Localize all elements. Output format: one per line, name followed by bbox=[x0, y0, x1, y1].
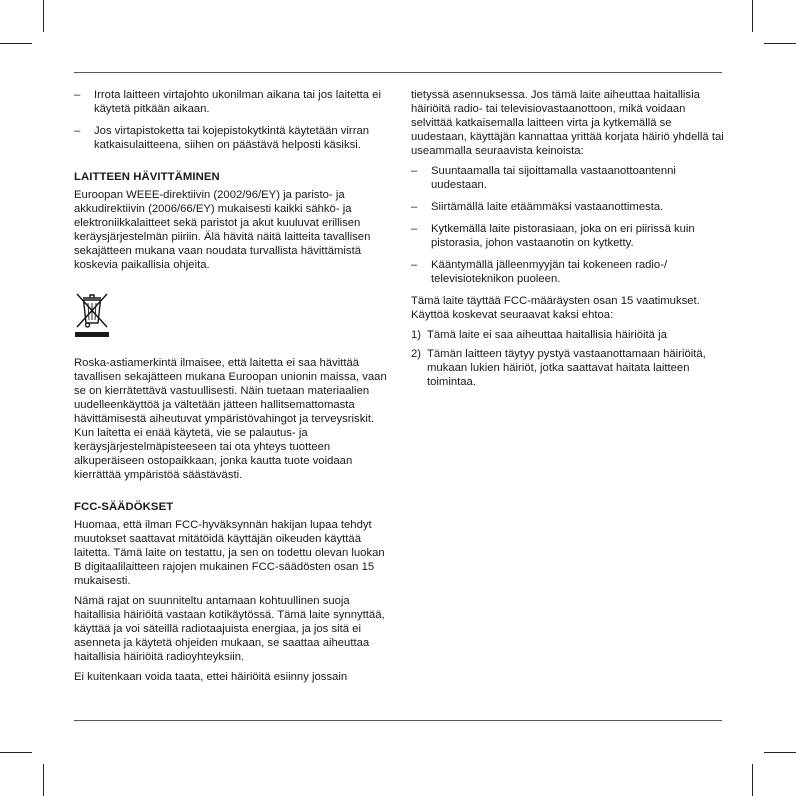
crop-mark-bottom-left-horizontal bbox=[0, 752, 32, 753]
item-number: 1) bbox=[411, 329, 422, 341]
fcc-paragraph: Nämä rajat on suunniteltu antamaan kohtuullinen suoja haitallisia häiriöitä vastaan kotikäytössä. Tämä laite synnyttää, käyttää ja voi säteillä radiotaajuista energiaa, ja jos sitä ei asenneta ja käytetä ohjeiden mukaan, se saattaa aiheuttaa haitallisia häiriöitä radioyhteyksiin. bbox=[74, 595, 385, 663]
numbered-item-text: Tämä laite ei saa aiheuttaa haitallisia häiriöitä ja bbox=[427, 329, 667, 341]
fcc-heading: FCC-SÄÄDÖKSET bbox=[74, 501, 174, 513]
dash-bullet: – bbox=[74, 125, 81, 137]
numbered-item-text: Tämän laitteen täytyy pystyä vastaanottamaan häiriöitä, mukaan lukien häiriöt, jotka saattavat haitata laitteen toimintaa. bbox=[427, 348, 706, 388]
dash-bullet: – bbox=[411, 223, 418, 235]
dash-bullet: – bbox=[74, 89, 81, 101]
right-column bbox=[411, 88, 726, 394]
crop-mark-bottom-right-horizontal bbox=[764, 752, 796, 753]
dash-bullet: – bbox=[411, 201, 418, 213]
list-item-text: Siirtämällä laite etäämmäksi vastaanottimesta. bbox=[431, 201, 664, 213]
dash-bullet: – bbox=[411, 165, 418, 177]
list-item bbox=[411, 222, 726, 250]
bottom-rule bbox=[74, 720, 722, 721]
crop-mark-bottom-right-vertical bbox=[752, 764, 753, 796]
crossed-out-wheelie-bin-icon bbox=[74, 290, 110, 338]
list-item-text: Kytkemällä laite pistorasiaan, joka on eri piirissä kuin pistorasia, johon vastaanotin on kytketty. bbox=[431, 223, 695, 249]
list-item-text: Kääntymällä jälleenmyyjän tai kokeneen radio-/ televisioteknikon puoleen. bbox=[431, 259, 668, 285]
interference-paragraph: tietyssä asennuksessa. Jos tämä laite aiheuttaa haitallisia häiriöitä radio- tai televisiovastaanottoon, mikä voidaan selvittää katkaisemalla laitteen virta ja kytkemällä se uudestaan, käyttäjän kannattaa yrittää korjata häiriö yhdellä tai useammalla seuraavista keinoista: bbox=[411, 89, 724, 157]
top-rule bbox=[74, 72, 722, 73]
disposal-heading: LAITTEEN HÄVITTÄMINEN bbox=[74, 171, 220, 183]
compliance-paragraph: Tämä laite täyttää FCC-määräysten osan 15 vaatimukset. Käyttöä koskevat seuraavat kaksi ehtoa: bbox=[411, 295, 700, 321]
list-item bbox=[74, 88, 392, 116]
crop-mark-top-right-vertical bbox=[752, 0, 753, 32]
fcc-paragraph: Huomaa, että ilman FCC-hyväksynnän hakijan lupaa tehdyt muutokset saattavat mitätöidä käyttäjän oikeuden käyttää laitetta. Tämä laite on testattu, ja sen on todettu olevan luokan B digitaalilaitteen rajojen mukainen FCC-säädösten osan 15 mukaisesti. bbox=[74, 519, 385, 587]
numbered-item bbox=[411, 347, 726, 389]
list-item bbox=[74, 124, 392, 152]
bin-paragraph: Roska-astiamerkintä ilmaisee, että laitetta ei saa hävittää tavallisen sekajätteen mukana Euroopan unionin maissa, vaan se on kierrätettävä vastuullisesti. Näin tuetaan materiaalien uudelleenkäyttöä ja vältetään jätteen hallitsemattomasta hävittämisestä aiheutuvat ympäristövahingot ja terveysriskit. Kun laitetta ei enää käytetä, vie se palautus- ja keräysjärjestelmäpisteeseen tai ota yhteys tuotteen alkuperäiseen ostopaikkaan, jonka kautta tuote voidaan kierrättää ympäristöä säästävästi. bbox=[74, 357, 387, 481]
left-column bbox=[74, 88, 392, 690]
list-item bbox=[411, 164, 726, 192]
fcc-paragraph: Ei kuitenkaan voida taata, ettei häiriöitä esiinny jossain bbox=[74, 671, 348, 683]
crop-mark-top-left-vertical bbox=[43, 0, 44, 32]
crop-mark-top-left-horizontal bbox=[0, 43, 32, 44]
disposal-paragraph: Euroopan WEEE-direktiivin (2002/96/EY) ja paristo- ja akkudirektiivin (2006/66/EY) mukaisesti kaikki sähkö- ja elektroniikkalaitteet sekä paristot ja akut kuuluvat erillisen keräysjärjestelmän piiriin. Älä hävitä näitä laitteita tavallisen sekajätteen mukana vaan noudata turvallista hävittämistä koskevia paikallisia ohjeita. bbox=[74, 189, 371, 271]
list-item bbox=[411, 258, 726, 286]
item-number: 2) bbox=[411, 348, 422, 360]
numbered-item bbox=[411, 328, 726, 342]
list-item-text: Irrota laitteen virtajohto ukonilman aikana tai jos laitetta ei käytetä pitkään aikaan. bbox=[94, 89, 381, 115]
list-item bbox=[411, 200, 726, 214]
list-item-text: Jos virtapistoketta tai kojepistokytkintä käytetään virran katkaisulaitteena, siihen on päästävä helposti käsiksi. bbox=[94, 125, 370, 151]
crop-mark-bottom-left-vertical bbox=[43, 764, 44, 796]
dash-bullet: – bbox=[411, 259, 418, 271]
list-item-text: Suuntaamalla tai sijoittamalla vastaanottoantenni uudestaan. bbox=[431, 165, 676, 191]
crop-mark-top-right-horizontal bbox=[764, 43, 796, 44]
